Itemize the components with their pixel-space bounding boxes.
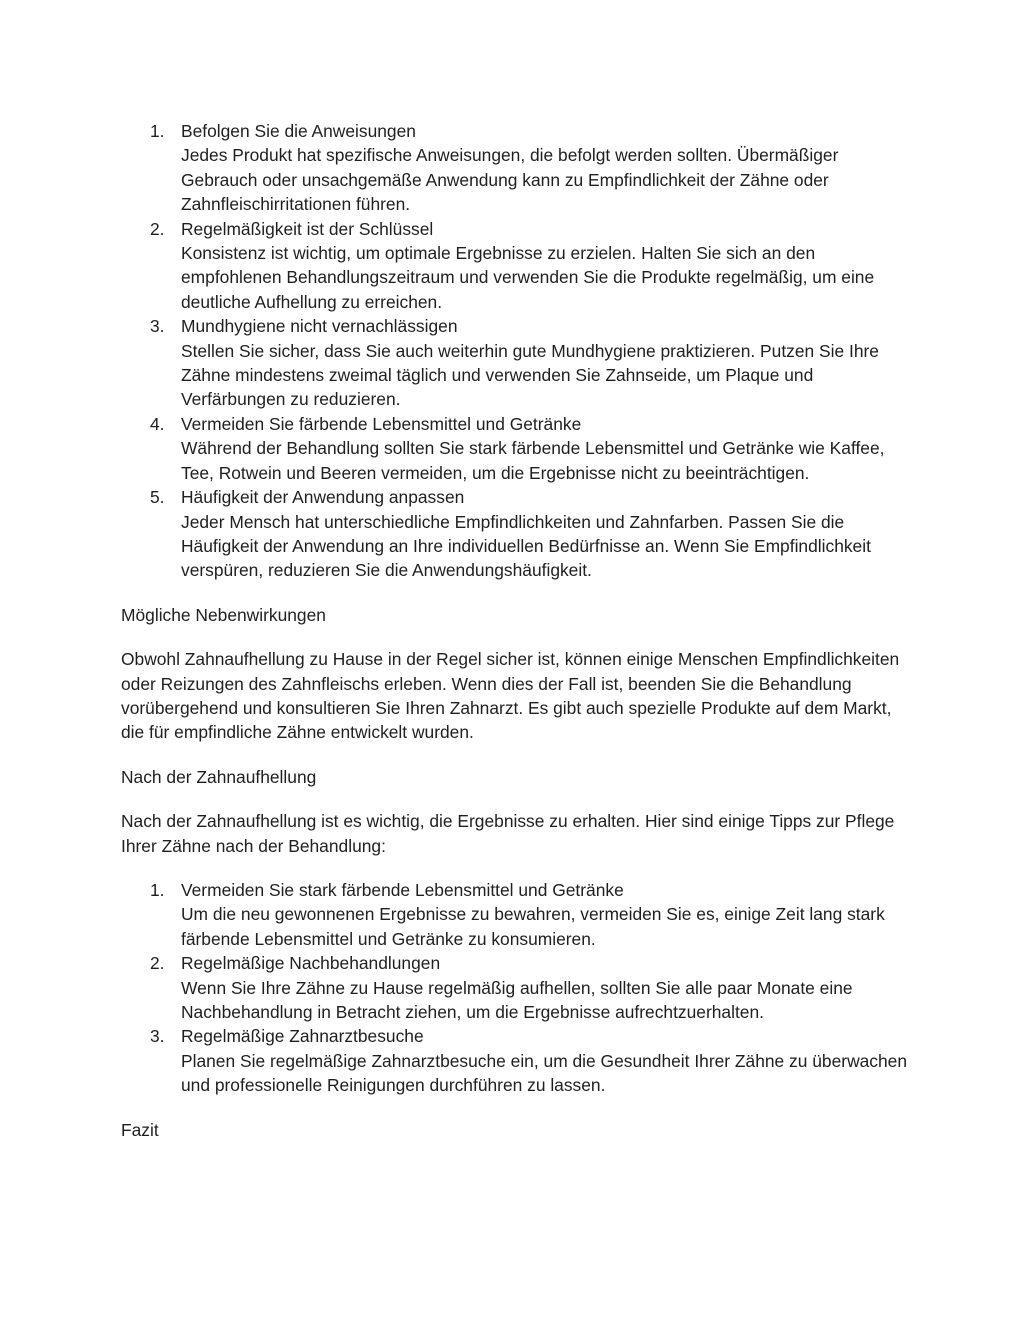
list-number: 5. bbox=[150, 487, 165, 508]
list-item-text: Jedes Produkt hat spezifische Anweisungen, die befolgt werden sollten. Übermäßiger Gebrauch oder unsachgemäße Anwendung kann zu Empfindlichkeit der Zähne oder Zahnfleischirritationen führen. bbox=[181, 145, 839, 215]
list-item-text: Jeder Mensch hat unterschiedliche Empfindlichkeiten und Zahnfarben. Passen Sie die Häufigkeit der Anwendung an Ihre individuellen Bedürfnisse an. Wenn Sie Empfindlichkeit verspüren, reduzieren Sie die Anwendungshäufigkeit. bbox=[181, 511, 871, 581]
list-item-title: Regelmäßigkeit ist der Schlüssel bbox=[181, 218, 434, 239]
list-item-text: Um die neu gewonnenen Ergebnisse zu bewahren, vermeiden Sie es, einige Zeit lang stark färbende Lebensmittel und Getränke zu konsumieren. bbox=[181, 904, 885, 949]
section-heading-side-effects: Mögliche Nebenwirkungen bbox=[121, 604, 326, 625]
list-item-text: Konsistenz ist wichtig, um optimale Ergebnisse zu erzielen. Halten Sie sich an den empfohlenen Behandlungszeitraum und verwenden Sie die Produkte regelmäßig, um eine deutliche Aufhellung zu erreichen. bbox=[181, 243, 875, 312]
section-heading-conclusion: Fazit bbox=[121, 1119, 159, 1140]
list-item bbox=[121, 485, 911, 583]
list-number: 3. bbox=[150, 316, 165, 337]
tips-list bbox=[121, 119, 911, 583]
list-item-title: Regelmäßige Nachbehandlungen bbox=[181, 953, 441, 974]
list-item-title: Häufigkeit der Anwendung anpassen bbox=[181, 487, 465, 508]
list-item bbox=[121, 119, 911, 217]
aftercare-list bbox=[121, 878, 911, 1098]
list-number: 4. bbox=[150, 413, 165, 434]
list-item bbox=[121, 412, 911, 485]
list-number: 2. bbox=[150, 953, 165, 974]
list-item bbox=[121, 314, 911, 412]
section-heading-after: Nach der Zahnaufhellung bbox=[121, 766, 317, 787]
list-item bbox=[121, 217, 911, 315]
paragraph-side-effects: Obwohl Zahnaufhellung zu Hause in der Regel sicher ist, können einige Menschen Empfindlichkeiten oder Reizungen des Zahnfleischs erleben. Wenn dies der Fall ist, beenden Sie die Behandlung vorübergehend und konsultieren Sie Ihren Zahnarzt. Es gibt auch spezielle Produkte auf dem Markt, die für empfindliche Zähne entwickelt wurden. bbox=[121, 649, 900, 743]
document-page bbox=[121, 119, 911, 1142]
list-item bbox=[121, 878, 911, 951]
list-number: 3. bbox=[150, 1026, 165, 1047]
list-item-text: Stellen Sie sicher, dass Sie auch weiterhin gute Mundhygiene praktizieren. Putzen Sie Ihre Zähne mindestens zweimal täglich und verwenden Sie Zahnseide, um Plaque und Verfärbungen zu reduzieren. bbox=[181, 340, 879, 410]
list-number: 1. bbox=[150, 879, 165, 900]
list-item-title: Vermeiden Sie stark färbende Lebensmittel und Getränke bbox=[181, 879, 624, 900]
list-item-text: Planen Sie regelmäßige Zahnarztbesuche ein, um die Gesundheit Ihrer Zähne zu überwachen und professionelle Reinigungen durchführen zu lassen. bbox=[181, 1050, 908, 1096]
list-item-title: Regelmäßige Zahnarztbesuche bbox=[181, 1026, 424, 1047]
list-item-title: Mundhygiene nicht vernachlässigen bbox=[181, 316, 458, 337]
list-number: 2. bbox=[150, 218, 165, 239]
list-item-title: Vermeiden Sie färbende Lebensmittel und Getränke bbox=[181, 413, 582, 434]
list-number: 1. bbox=[150, 121, 165, 141]
list-item-text: Während der Behandlung sollten Sie stark färbende Lebensmittel und Getränke wie Kaffee, Tee, Rotwein und Beeren vermeiden, um die Ergebnisse nicht zu beeinträchtigen. bbox=[181, 438, 885, 483]
paragraph-after: Nach der Zahnaufhellung ist es wichtig, die Ergebnisse zu erhalten. Hier sind einige Tipps zur Pflege Ihrer Zähne nach der Behandlung: bbox=[121, 811, 895, 856]
list-item-title: Befolgen Sie die Anweisungen bbox=[181, 121, 416, 141]
list-item-text: Wenn Sie Ihre Zähne zu Hause regelmäßig aufhellen, sollten Sie alle paar Monate eine Nachbehandlung in Betracht ziehen, um die Ergebnisse aufrechtzuerhalten. bbox=[181, 977, 853, 1022]
list-item bbox=[121, 1024, 911, 1097]
list-item bbox=[121, 951, 911, 1024]
